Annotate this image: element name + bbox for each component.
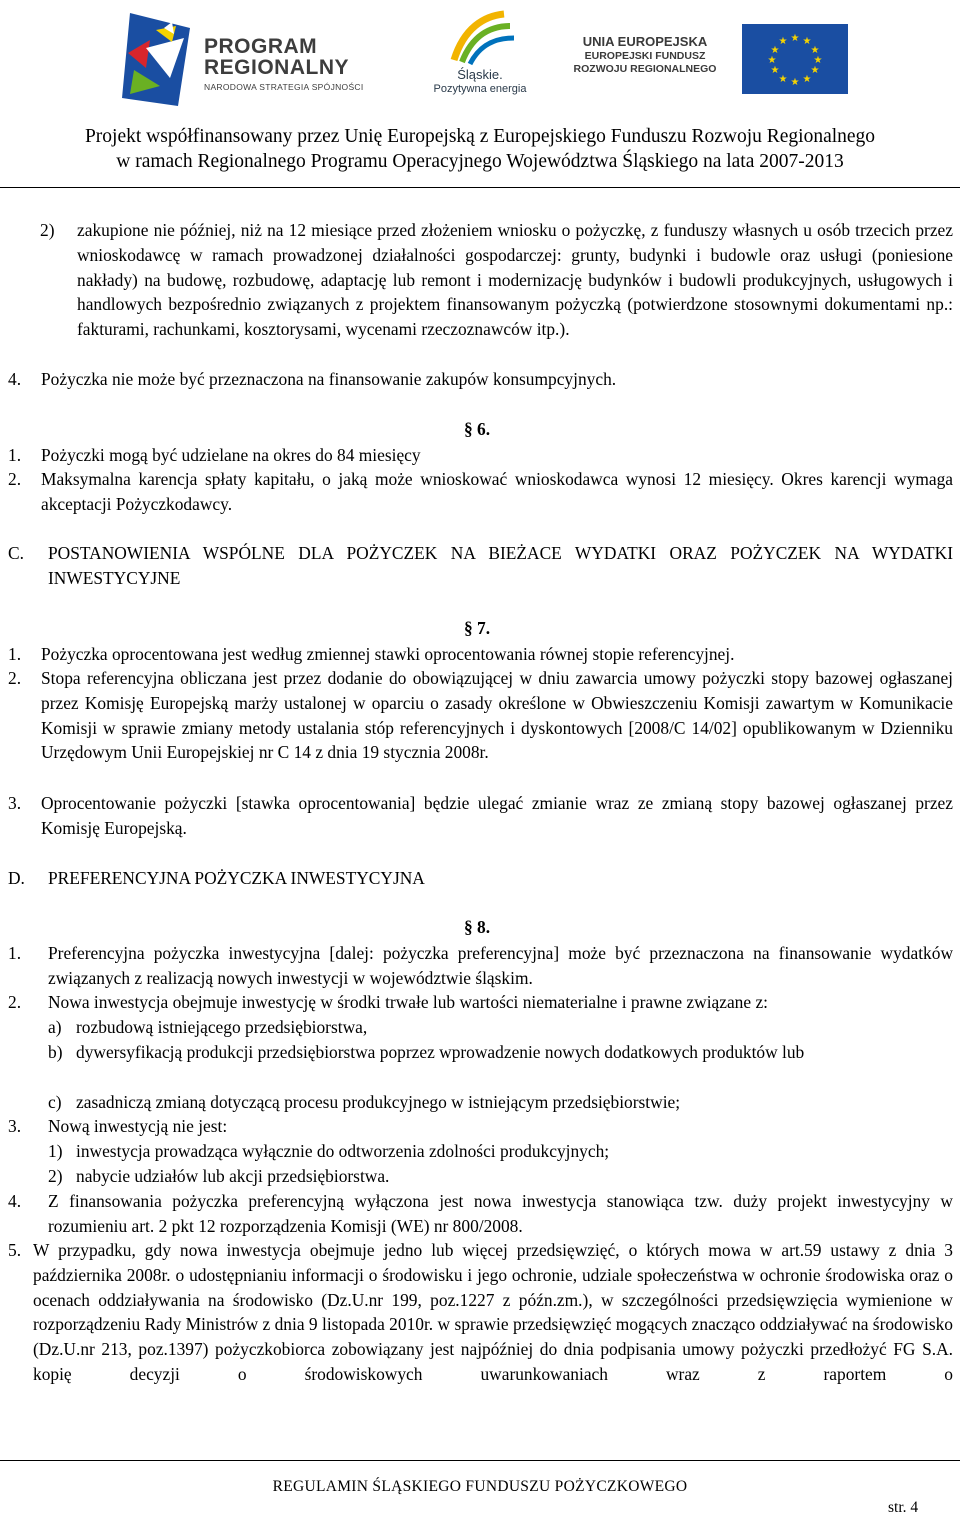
subitem-letter: b)	[48, 1042, 63, 1062]
svg-text:★: ★	[778, 36, 788, 47]
header-line-1: Projekt współfinansowany przez Unię Europejską z Europejskiego Funduszu Rozwoju Regionalnego	[84, 126, 876, 147]
slaskie-line1: Śląskie.	[457, 67, 503, 82]
item-number: 5.	[8, 1240, 22, 1260]
slaskie-text	[424, 68, 536, 96]
eu-line3: ROZWOJU REGIONALNEGO	[573, 63, 717, 75]
paragraph: inwestycja prowadząca wyłącznie do odtworzenia zdolności produkcyjnych;	[76, 1141, 610, 1161]
eu-text	[556, 34, 734, 76]
paragraph: Stopa referencyjna obliczana jest przez dodanie do obowiązującej w dniu zawarcia umowy pożyczki stopy bazowej ogłaszanej przez Komisję Europejską marży ustalonej w oparciu o zasady określone w Obwieszczeniu Komisji zawartym w Komunikacie Komisji w sprawie zmiany metody ustalania stóp referencyjnych i dyskontowych [2008/C 14/02] opublikowanym w Dzienniku Urzędowym Unii Europejskiej nr C 14 z dnia 19 stycznia 2008r.	[41, 668, 953, 763]
paragraph: dywersyfikacją produkcji przedsiębiorstwa poprzez wprowadzenie nowych dodatkowych produktów lub	[76, 1042, 805, 1062]
paragraph: W przypadku, gdy nowa inwestycja obejmuje jedno lub więcej przedsięwzięć, o których mowa w art.59 ustawy z dnia 3 października 2008r. o udostępnianiu informacji o środowisku i jego ochronie, udziale społeczeństwa w ochronie środowiska oraz o ocenach oddziaływania na środowisko (Dz.U.nr 199, poz.1227 z późn.zm.), w szczególności przedsięwzięcia wymienione w rozporządzeniu Rady Ministrów z dnia 9 listopada 2010r. w sprawie przedsięwzięć mogących znacząco oddziaływać na środowisko (Dz.U.nr 213, poz.1397) pożyczkobiorca zobowiązany jest najpóźniej do dnia podpisania umowy pożyczki przedłożyć FG S.A. kopię decyzji o środowiskowych uwarunkowaniach wraz z raportem o	[33, 1240, 953, 1384]
svg-text:★: ★	[810, 45, 820, 56]
subitem-number: 1)	[48, 1141, 63, 1161]
header-logos	[0, 0, 960, 118]
svg-text:★: ★	[802, 36, 812, 47]
svg-text:★: ★	[810, 65, 820, 76]
header-line-2: w ramach Regionalnego Programu Operacyjnego Województwa Śląskiego na lata 2007-2013	[116, 151, 844, 172]
program-logo-line1: PROGRAM	[204, 35, 318, 58]
svg-text:★: ★	[770, 65, 780, 76]
item-number: 3.	[8, 1116, 22, 1136]
program-regionalny-text	[204, 36, 364, 93]
page-number: str. 4	[888, 1499, 919, 1516]
svg-text:★: ★	[770, 45, 780, 56]
eu-line2: EUROPEJSKI FUNDUSZ	[584, 50, 706, 62]
svg-text:★: ★	[802, 74, 812, 85]
paragraph: zasadniczą zmianą dotyczącą procesu produkcyjnego w istniejącym przedsiębiorstwie;	[76, 1092, 681, 1112]
subitem-letter: a)	[48, 1017, 62, 1037]
paragraph: Pożyczka nie może być przeznaczona na finansowanie zakupów konsumpcyjnych.	[41, 369, 617, 389]
paragraph: Nową inwestycją nie jest:	[48, 1116, 228, 1136]
svg-text:★: ★	[790, 77, 800, 88]
subitem-letter: c)	[48, 1092, 62, 1112]
paragraph: zakupione nie później, niż na 12 miesiące przed złożeniem wniosku o pożyczkę, z funduszy własnych u osób trzecich przez wnioskodawcę w ramach prowadzonej działalności gospodarczej: grunty, budynki i budowle oraz usługi (poniesione nakłady) na budowę, rozbudowę, adaptację lub remont i modernizację budynków i budowli produkcyjnych, usługowych i handlowych bezpośrednio związanych z projektem finansowanym pożyczką (potwierdzone stosownymi dokumentami np.: fakturami, rachunkami, kosztorysami, wycenami rzeczoznawców itp.).	[77, 220, 953, 340]
item-number: 1.	[8, 445, 22, 465]
footer-title: REGULAMIN ŚLĄSKIEGO FUNDUSZU POŻYCZKOWEGO	[272, 1478, 688, 1495]
item-number: 1.	[8, 644, 22, 664]
item-number: 3.	[8, 793, 22, 813]
section-number: § 7.	[464, 618, 491, 638]
section-letter: D.	[8, 868, 25, 888]
section-heading: POSTANOWIENIA WSPÓLNE DLA POŻYCZEK NA BIEŻACE WYDATKI ORAZ POŻYCZEK NA WYDATKI INWESTYCYJNE	[48, 543, 953, 588]
section-number: § 6.	[464, 419, 491, 439]
section-heading: PREFERENCYJNA POŻYCZKA INWESTYCYJNA	[48, 868, 425, 888]
paragraph: Pożyczki mogą być udzielane na okres do 84 miesięcy	[41, 445, 421, 465]
item-number: 2.	[8, 469, 22, 489]
program-regionalny-logo-icon	[120, 8, 200, 108]
paragraph: Preferencyjna pożyczka inwestycyjna [dalej: pożyczka preferencyjna] może być przeznaczona na finansowanie wydatków związanych z realizacją nowych inwestycji w województwie śląskim.	[48, 943, 953, 988]
slaskie-logo-icon	[424, 8, 534, 68]
svg-text:★: ★	[778, 74, 788, 85]
item-number: 4.	[8, 1191, 22, 1211]
paragraph: Pożyczka oprocentowana jest według zmiennej stawki oprocentowania równej stopie referencyjnej.	[41, 644, 735, 664]
section-letter: C.	[8, 543, 24, 563]
footer-divider	[0, 1460, 960, 1461]
eu-flag-icon	[742, 24, 848, 94]
paragraph: Oprocentowanie pożyczki [stawka oprocentowania] będzie ulegać zmianie wraz ze zmianą stopy bazowej ogłaszanej przez Komisję Europejską.	[41, 793, 953, 838]
subitem-number: 2)	[48, 1166, 63, 1186]
svg-text:★: ★	[790, 33, 800, 44]
program-logo-line3: NARODOWA STRATEGIA SPÓJNOŚCI	[204, 82, 364, 92]
paragraph: Nowa inwestycja obejmuje inwestycję w środki trwałe lub wartości niematerialne i prawne związane z:	[48, 992, 768, 1012]
program-logo-line2: REGIONALNY	[204, 56, 350, 79]
item-number: 2.	[8, 668, 22, 688]
slaskie-line2: Pozytywna energia	[433, 83, 527, 95]
item-number: 4.	[8, 369, 22, 389]
section-number: § 8.	[464, 917, 491, 937]
paragraph: Maksymalna karencja spłaty kapitału, o jaką może wnioskować wnioskodawca wynosi 12 miesięcy. Okres karencji wymaga akceptacji Pożyczkodawcy.	[41, 469, 953, 514]
item-number: 2.	[8, 992, 22, 1012]
header-divider	[0, 187, 960, 188]
paragraph: Z finansowania pożyczka preferencyjną wyłączona jest nowa inwestycja stanowiąca tzw. duży projekt inwestycyjny w rozumieniu art. 2 pkt 12 rozporządzenia Komisji (WE) nr 800/2008.	[48, 1191, 953, 1236]
item-number: 1.	[8, 943, 22, 963]
paragraph: nabycie udziałów lub akcji przedsiębiorstwa.	[76, 1166, 390, 1186]
paragraph: rozbudową istniejącego przedsiębiorstwa,	[76, 1017, 368, 1037]
eu-line1: UNIA EUROPEJSKA	[582, 34, 708, 49]
svg-text:★: ★	[813, 55, 823, 66]
item-number: 2)	[40, 220, 55, 240]
svg-text:★: ★	[767, 55, 777, 66]
